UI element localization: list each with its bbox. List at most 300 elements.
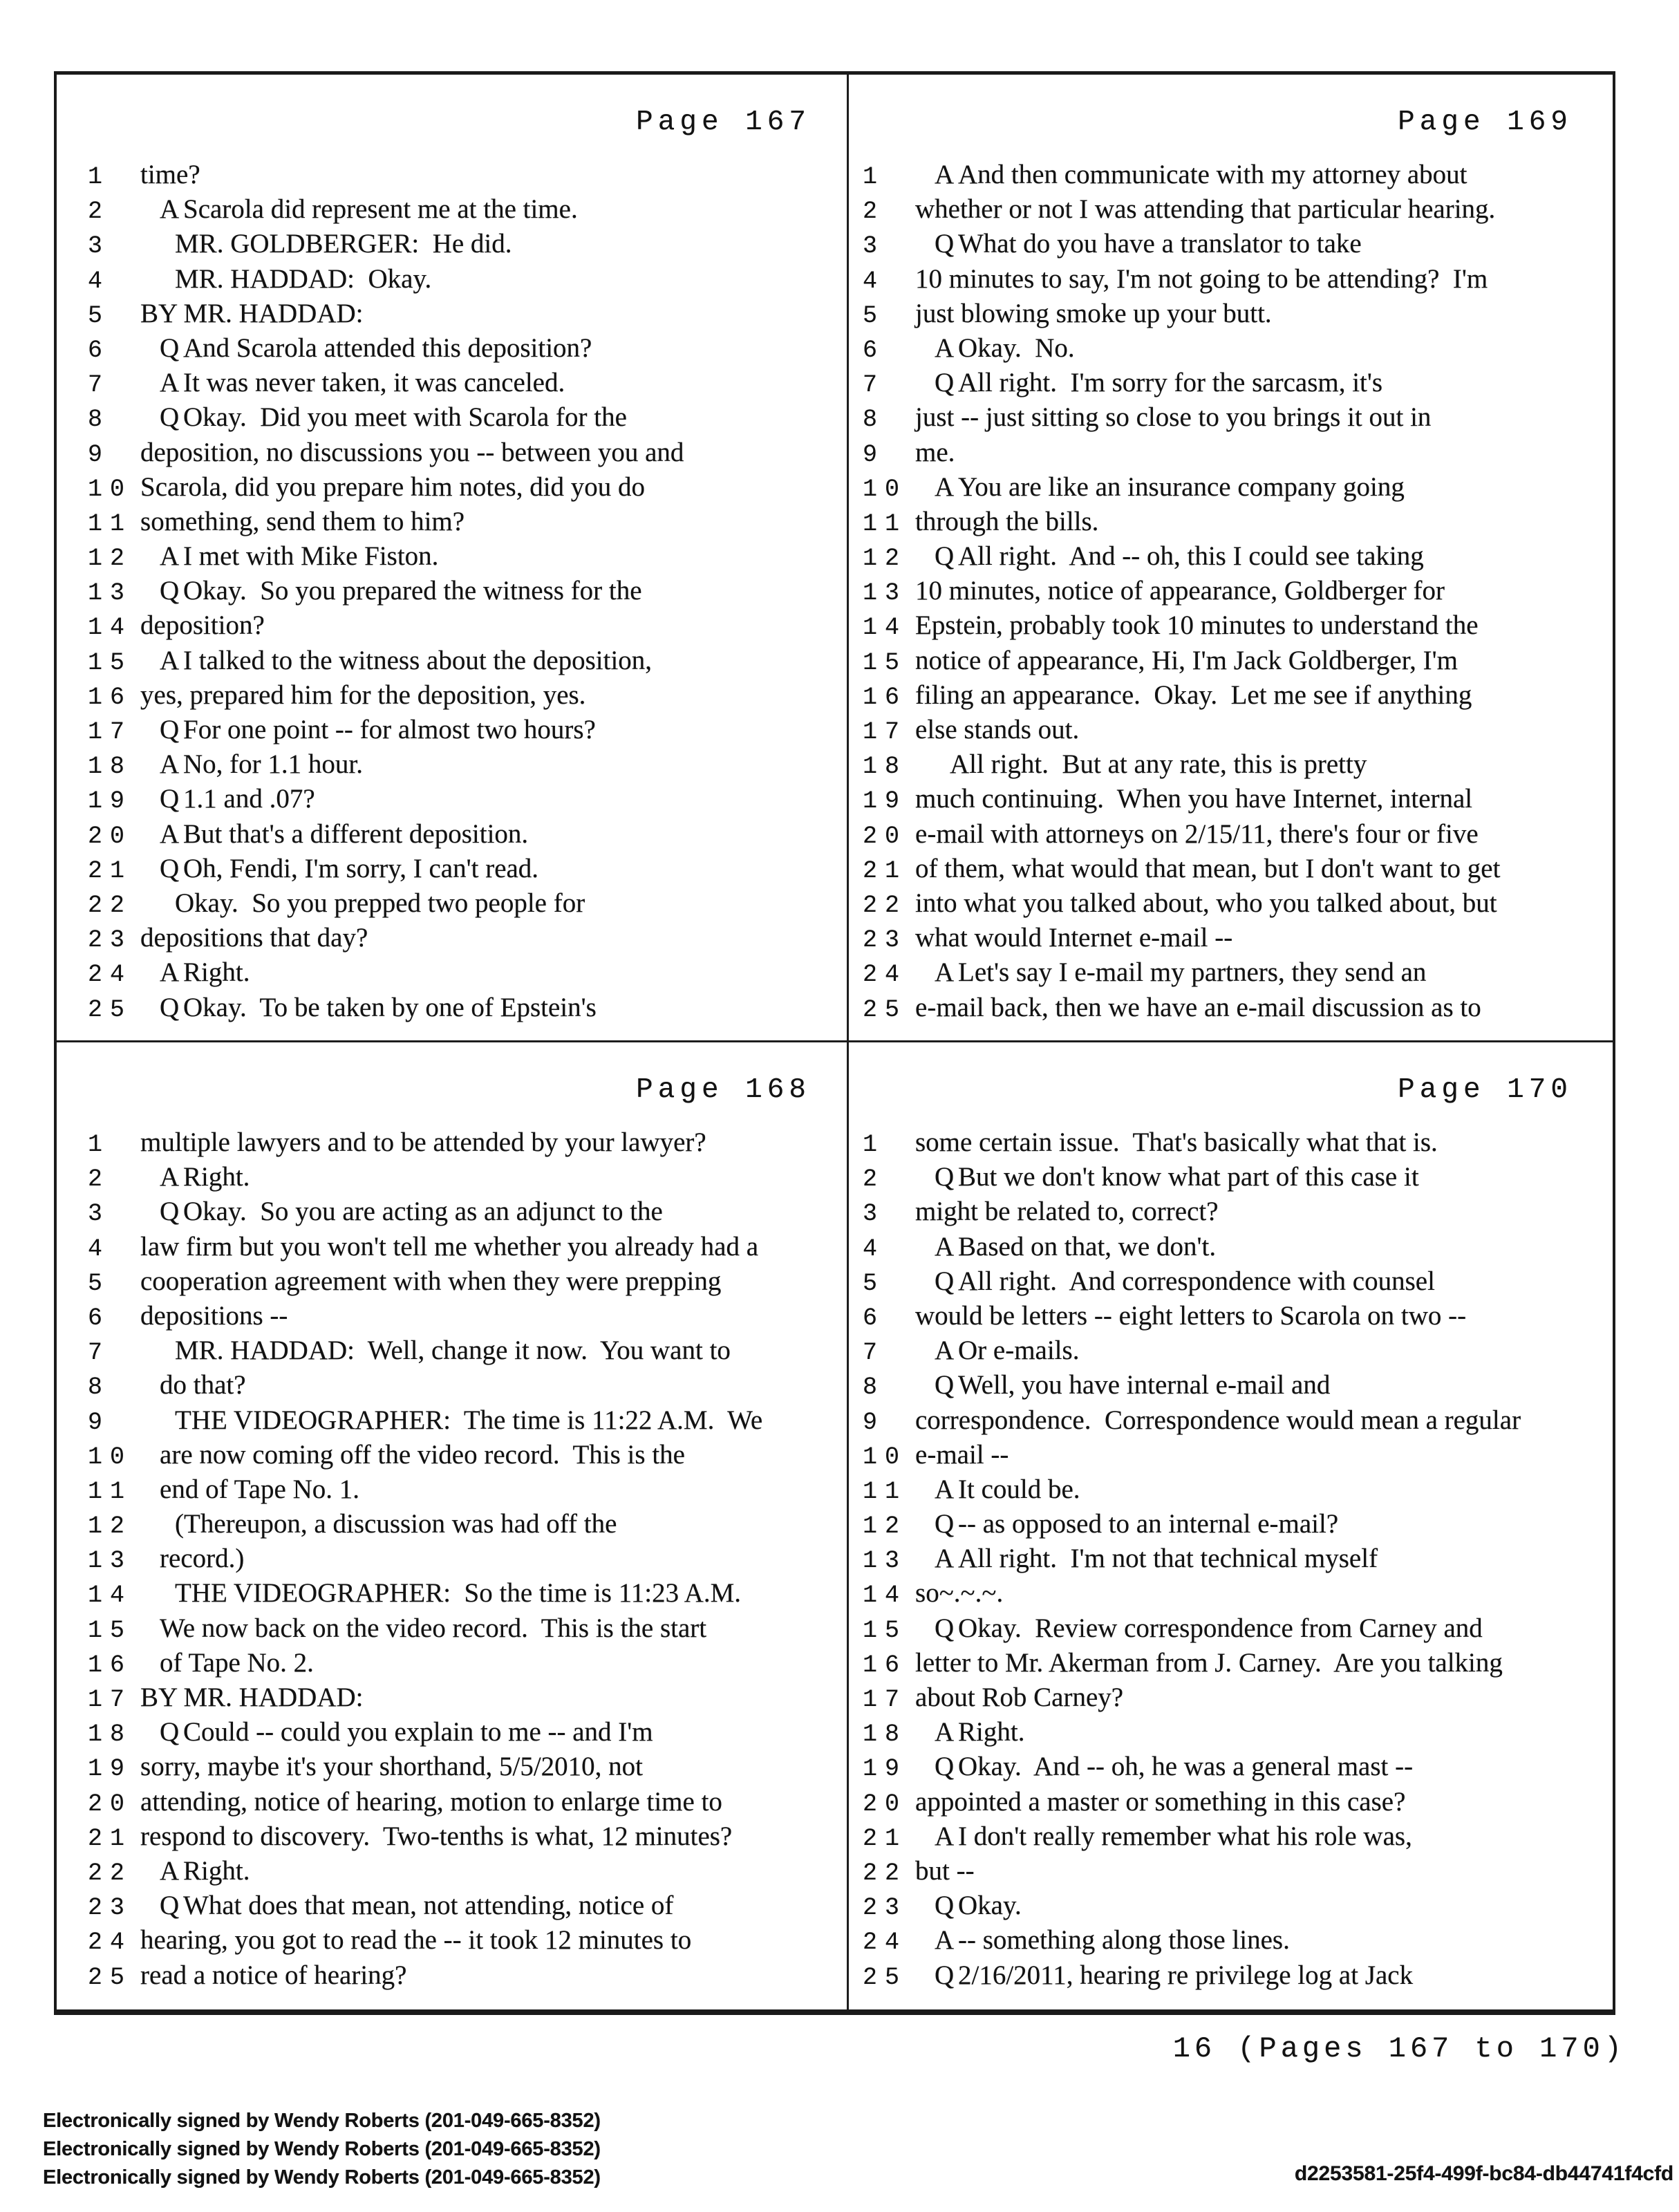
transcript-line	[88, 955, 847, 990]
line-text: are now coming off the video record. This is the	[160, 1439, 685, 1470]
signature-line: Electronically signed by Wendy Roberts (201-049-665-8352)	[43, 2166, 601, 2188]
line-number: 12	[863, 545, 908, 573]
transcript-line	[863, 192, 1613, 227]
line-number: 23	[863, 1894, 908, 1922]
transcript-line	[88, 678, 847, 713]
line-text: Could -- could you explain to me -- and I'm	[183, 1717, 653, 1747]
transcript-line	[863, 991, 1613, 1025]
transcript-line	[863, 227, 1613, 261]
line-text: Okay.	[958, 1891, 1022, 1921]
page-cell-168	[57, 1042, 849, 2009]
transcript-line	[88, 1368, 847, 1403]
line-text: 1.1 and .07?	[183, 784, 315, 814]
page-title: Page 169	[1398, 106, 1573, 138]
transcript-line	[863, 1403, 1613, 1438]
line-number: 11	[863, 509, 908, 538]
line-text: what would Internet e-mail --	[915, 923, 1233, 953]
line-text: Okay. To be taken by one of Epstein's	[183, 992, 597, 1022]
line-number: 10	[863, 475, 908, 503]
transcript-line	[863, 1646, 1613, 1680]
line-number: 10	[88, 1443, 133, 1471]
line-number: 19	[88, 787, 133, 816]
line-number: 19	[863, 787, 908, 816]
line-text: All right. I'm sorry for the sarcasm, it's	[958, 368, 1383, 398]
line-text: THE VIDEOGRAPHER: The time is 11:22 A.M. We	[175, 1405, 763, 1435]
qa-prefix: Q	[935, 1613, 955, 1643]
line-number: 13	[863, 579, 908, 608]
line-text: so~.~.~.	[915, 1578, 1004, 1609]
transcript-line	[863, 1333, 1613, 1368]
line-text: But we don't know what part of this case it	[958, 1162, 1419, 1192]
transcript-line	[88, 574, 847, 608]
transcript-line	[88, 747, 847, 782]
line-text: It could be.	[958, 1474, 1080, 1504]
transcript-line	[88, 331, 847, 366]
transcript-line	[88, 158, 847, 192]
line-number: 1	[863, 1131, 885, 1159]
line-text: correspondence. Correspondence would mean a regular	[915, 1405, 1521, 1435]
line-text: hearing, you got to read the -- it took 12 minutes to	[140, 1925, 692, 1956]
qa-prefix: A	[935, 1821, 955, 1851]
document-id: d2253581-25f4-499f-bc84-db44741f4cfd	[1294, 2162, 1673, 2185]
line-number: 5	[863, 1269, 885, 1297]
qa-prefix: Q	[935, 1891, 955, 1921]
transcript-line	[88, 1785, 847, 1819]
line-text: appointed a master or something in this case?	[915, 1786, 1406, 1817]
transcript-line	[863, 1507, 1613, 1541]
line-number: 20	[863, 822, 908, 850]
line-number: 25	[863, 995, 908, 1024]
line-number: 17	[88, 1686, 133, 1714]
line-number: 24	[88, 1929, 133, 1957]
transcript-line	[863, 297, 1613, 331]
qa-prefix: Q	[160, 576, 180, 606]
line-number: 20	[863, 1790, 908, 1818]
transcript-line	[88, 1125, 847, 1160]
line-number: 13	[863, 1547, 908, 1575]
transcript-lines	[863, 158, 1613, 1025]
transcript-line	[863, 1264, 1613, 1299]
line-text: Okay. So you prepared the witness for the	[183, 576, 642, 606]
transcript-table	[54, 71, 1615, 2015]
page-cell-167	[57, 75, 849, 1042]
qa-prefix: A	[160, 645, 180, 675]
qa-prefix: A	[935, 160, 955, 189]
line-text: respond to discovery. Two-tenths is what, 12 minutes?	[140, 1821, 733, 1851]
line-text: into what you talked about, who you talked about, but	[915, 888, 1497, 918]
line-text: And then communicate with my attorney about	[958, 160, 1467, 189]
transcript-line	[88, 1299, 847, 1333]
transcript-line	[863, 505, 1613, 539]
line-number: 16	[863, 683, 908, 711]
line-text: multiple lawyers and to be attended by your lawyer?	[140, 1127, 706, 1157]
qa-prefix: Q	[160, 1197, 180, 1227]
transcript-line	[88, 1750, 847, 1784]
transcript-line	[863, 470, 1613, 505]
transcript-line	[88, 1646, 847, 1680]
qa-prefix: Q	[160, 402, 180, 433]
transcript-line	[863, 1125, 1613, 1160]
line-text: Let's say I e-mail my partners, they send an	[958, 957, 1427, 988]
line-text: All right. But at any rate, this is pretty	[950, 749, 1367, 780]
transcript-line	[863, 1160, 1613, 1194]
transcript-line	[88, 400, 847, 435]
transcript-line	[863, 1680, 1613, 1715]
line-text: Scarola, did you prepare him notes, did you do	[140, 471, 646, 502]
transcript-line	[863, 1611, 1613, 1646]
line-number: 18	[88, 753, 133, 781]
line-text: Okay. Review correspondence from Carney and	[958, 1613, 1483, 1643]
line-number: 22	[88, 891, 133, 919]
transcript-line	[863, 1368, 1613, 1403]
line-number: 6	[88, 1304, 111, 1332]
line-number: 15	[88, 1616, 133, 1644]
line-text: end of Tape No. 1.	[160, 1474, 359, 1504]
qa-prefix: Q	[935, 541, 955, 572]
line-text: filing an appearance. Okay. Let me see if anything	[915, 679, 1472, 710]
transcript-line	[88, 852, 847, 886]
line-text: else stands out.	[915, 715, 1080, 744]
line-text: Okay. No.	[958, 332, 1075, 363]
line-text: I met with Mike Fiston.	[183, 541, 439, 572]
line-number: 5	[863, 301, 885, 330]
signature-line: Electronically signed by Wendy Roberts (201-049-665-8352)	[43, 2138, 601, 2160]
line-number: 3	[88, 1200, 111, 1228]
line-text: BY MR. HADDAD:	[140, 1683, 364, 1712]
line-number: 14	[88, 1582, 133, 1610]
line-text: record.)	[160, 1544, 245, 1574]
line-number: 8	[863, 406, 885, 434]
line-text: cooperation agreement with when they were prepping	[140, 1266, 722, 1296]
line-number: 18	[863, 753, 908, 781]
line-number: 22	[88, 1859, 133, 1887]
qa-prefix: Q	[160, 784, 180, 814]
transcript-line	[88, 1680, 847, 1715]
line-text: whether or not I was attending that particular hearing.	[915, 194, 1496, 225]
line-text: of Tape No. 2.	[160, 1647, 314, 1678]
line-text: THE VIDEOGRAPHER: So the time is 11:23 A.M.	[175, 1578, 742, 1609]
line-number: 4	[863, 267, 885, 295]
qa-prefix: Q	[935, 1370, 955, 1400]
transcript-line	[88, 1507, 847, 1541]
line-text: MR. HADDAD: Well, change it now. You want to	[175, 1335, 731, 1366]
transcript-line	[863, 262, 1613, 297]
line-text: Right.	[183, 1855, 250, 1886]
line-number: 25	[88, 1963, 133, 1991]
line-text: You are like an insurance company going	[958, 471, 1405, 502]
qa-prefix: A	[160, 194, 180, 225]
line-text: Or e-mails.	[958, 1335, 1080, 1366]
line-text: Oh, Fendi, I'm sorry, I can't read.	[183, 853, 539, 883]
line-text: (Thereupon, a discussion was had off the	[175, 1509, 617, 1539]
line-number: 7	[88, 371, 111, 400]
line-text: For one point -- for almost two hours?	[183, 715, 596, 744]
line-text: read a notice of hearing?	[140, 1960, 407, 1990]
transcript-line	[863, 1194, 1613, 1229]
transcript-line	[88, 817, 847, 852]
line-text: Okay. And -- oh, he was a general mast --	[958, 1752, 1414, 1782]
transcript-line	[863, 1819, 1613, 1854]
line-text: But that's a different deposition.	[183, 818, 529, 849]
line-number: 6	[863, 336, 885, 364]
line-number: 24	[863, 961, 908, 989]
line-text: much continuing. When you have Internet, internal	[915, 784, 1473, 814]
transcript-line	[88, 886, 847, 921]
transcript-line	[863, 782, 1613, 816]
transcript-line	[88, 1160, 847, 1194]
transcript-line	[88, 1715, 847, 1750]
line-number: 14	[863, 1582, 908, 1610]
line-number: 21	[88, 1824, 133, 1853]
line-text: about Rob Carney?	[915, 1683, 1124, 1712]
line-text: Right.	[183, 957, 250, 988]
line-number: 23	[863, 926, 908, 955]
line-number: 11	[88, 509, 133, 538]
transcript-line	[863, 539, 1613, 574]
transcript-line	[88, 435, 847, 470]
transcript-line	[88, 1472, 847, 1507]
transcript-line	[88, 192, 847, 227]
line-text: What does that mean, not attending, notice of	[183, 1891, 674, 1921]
line-number: 24	[863, 1929, 908, 1957]
line-text: 2/16/2011, hearing re privilege log at Jack	[958, 1960, 1414, 1990]
qa-prefix: A	[935, 471, 955, 502]
line-text: Based on that, we don't.	[958, 1231, 1217, 1262]
line-text: would be letters -- eight letters to Scarola on two --	[915, 1300, 1467, 1331]
line-number: 12	[88, 1512, 133, 1541]
qa-prefix: Q	[935, 1266, 955, 1296]
line-number: 3	[863, 232, 885, 261]
line-number: 8	[863, 1374, 885, 1402]
line-number: 9	[88, 440, 111, 469]
transcript-line	[88, 1576, 847, 1611]
transcript-line	[88, 505, 847, 539]
transcript-line	[88, 262, 847, 297]
line-text: Scarola did represent me at the time.	[183, 194, 578, 225]
line-number: 24	[88, 961, 133, 989]
line-number: 12	[88, 545, 133, 573]
transcript-line	[863, 331, 1613, 366]
transcript-line	[88, 644, 847, 678]
signature-block	[43, 2107, 601, 2192]
line-text: -- something along those lines.	[958, 1925, 1290, 1956]
line-text: Okay. So you prepped two people for	[175, 888, 585, 918]
line-number: 7	[863, 371, 885, 400]
line-number: 11	[88, 1477, 133, 1506]
line-text: sorry, maybe it's your shorthand, 5/5/2010, not	[140, 1752, 644, 1782]
transcript-line	[88, 1958, 847, 1993]
line-number: 1	[88, 1131, 111, 1159]
transcript-line	[88, 608, 847, 643]
qa-prefix: A	[160, 957, 180, 988]
line-text: -- as opposed to an internal e-mail?	[958, 1509, 1339, 1539]
signature-line: Electronically signed by Wendy Roberts (201-049-665-8352)	[43, 2110, 601, 2132]
line-number: 21	[863, 856, 908, 885]
line-number: 15	[863, 648, 908, 677]
line-text: depositions that day?	[140, 923, 368, 953]
qa-prefix: A	[160, 541, 180, 572]
line-text: something, send them to him?	[140, 506, 465, 536]
transcript-line	[863, 1958, 1613, 1993]
line-text: All right. I'm not that technical myself	[958, 1544, 1378, 1574]
transcript-line	[863, 1541, 1613, 1576]
qa-prefix: A	[160, 1162, 180, 1192]
transcript-line	[863, 1785, 1613, 1819]
transcript-line	[863, 574, 1613, 608]
line-text: I talked to the witness about the deposition,	[183, 645, 653, 675]
page-title: Page 168	[636, 1074, 811, 1106]
line-number: 15	[88, 648, 133, 677]
line-text: some certain issue. That's basically what that is.	[915, 1127, 1438, 1157]
line-number: 2	[863, 198, 885, 226]
transcript-line	[863, 817, 1613, 852]
line-number: 14	[863, 614, 908, 642]
line-number: 20	[88, 822, 133, 850]
transcript-line	[88, 1333, 847, 1368]
line-text: I don't really remember what his role was,	[958, 1821, 1412, 1851]
line-text: notice of appearance, Hi, I'm Jack Goldberger, I'm	[915, 645, 1458, 675]
line-number: 11	[863, 1477, 908, 1506]
transcript-line	[88, 1923, 847, 1958]
line-text: 10 minutes to say, I'm not going to be attending? I'm	[915, 263, 1488, 294]
line-text: We now back on the video record. This is the start	[160, 1613, 707, 1643]
line-number: 3	[863, 1200, 885, 1228]
line-number: 13	[88, 1547, 133, 1575]
line-number: 16	[863, 1651, 908, 1679]
line-text: No, for 1.1 hour.	[183, 749, 363, 780]
transcript-line	[88, 1819, 847, 1854]
line-text: yes, prepared him for the deposition, yes.	[140, 679, 586, 710]
line-number: 2	[863, 1165, 885, 1194]
qa-prefix: A	[935, 1231, 955, 1262]
transcript-line	[863, 678, 1613, 713]
transcript-line	[863, 1576, 1613, 1611]
line-number: 21	[863, 1824, 908, 1853]
line-number: 6	[863, 1304, 885, 1332]
qa-prefix: A	[160, 818, 180, 849]
transcript-line	[88, 713, 847, 747]
page-cell-169	[849, 75, 1613, 1042]
page-title: Page 170	[1398, 1074, 1573, 1106]
line-text: 10 minutes, notice of appearance, Goldberger for	[915, 576, 1445, 606]
line-text: but --	[915, 1855, 975, 1886]
line-number: 18	[88, 1721, 133, 1749]
line-number: 25	[863, 1963, 908, 1991]
line-number: 13	[88, 579, 133, 608]
line-text: BY MR. HADDAD:	[140, 298, 364, 328]
transcript-line	[863, 921, 1613, 955]
line-number: 9	[88, 1408, 111, 1436]
line-number: 25	[88, 995, 133, 1024]
transcript-line	[863, 1230, 1613, 1264]
line-number: 15	[863, 1616, 908, 1644]
line-number: 7	[863, 1339, 885, 1367]
line-number: 17	[863, 718, 908, 746]
line-text: time?	[140, 160, 200, 189]
line-number: 22	[863, 891, 908, 919]
line-text: e-mail back, then we have an e-mail discussion as to	[915, 992, 1481, 1022]
line-text: just -- just sitting so close to you brings it out in	[915, 402, 1432, 433]
line-number: 8	[88, 406, 111, 434]
qa-prefix: A	[935, 332, 955, 363]
transcript-line	[863, 1299, 1613, 1333]
qa-prefix: Q	[160, 332, 180, 363]
transcript-line	[863, 1888, 1613, 1923]
qa-prefix: Q	[160, 853, 180, 883]
transcript-line	[88, 1438, 847, 1472]
transcript-lines	[88, 158, 847, 1025]
transcript-line	[863, 608, 1613, 643]
line-number: 10	[88, 475, 133, 503]
qa-prefix: Q	[935, 368, 955, 398]
line-number: 5	[88, 1269, 111, 1297]
line-number: 23	[88, 1894, 133, 1922]
page-header	[88, 1073, 847, 1107]
line-number: 14	[88, 614, 133, 642]
line-number: 2	[88, 198, 111, 226]
line-number: 18	[863, 1721, 908, 1749]
transcript-line	[88, 1403, 847, 1438]
transcript-line	[88, 1611, 847, 1646]
transcript-line	[863, 852, 1613, 886]
transcript-line	[863, 435, 1613, 470]
qa-prefix: A	[935, 1544, 955, 1574]
line-text: Okay. So you are acting as an adjunct to the	[183, 1197, 663, 1227]
line-text: do that?	[160, 1370, 246, 1400]
transcript-line	[863, 713, 1613, 747]
transcript-lines	[88, 1125, 847, 1993]
line-text: MR. HADDAD: Okay.	[175, 263, 432, 294]
line-number: 2	[88, 1165, 111, 1194]
qa-prefix: A	[935, 1474, 955, 1504]
line-number: 6	[88, 336, 111, 364]
transcript-line	[88, 921, 847, 955]
transcript-line	[863, 955, 1613, 990]
line-number: 1	[88, 163, 111, 191]
line-number: 21	[88, 856, 133, 885]
line-text: deposition?	[140, 610, 265, 641]
transcript-line	[88, 1194, 847, 1229]
line-number: 16	[88, 683, 133, 711]
line-text: And Scarola attended this deposition?	[183, 332, 592, 363]
transcript-line	[863, 1854, 1613, 1888]
line-number: 22	[863, 1859, 908, 1887]
transcript-line	[863, 400, 1613, 435]
transcript-line	[88, 227, 847, 261]
line-number: 5	[88, 301, 111, 330]
line-number: 16	[88, 1651, 133, 1679]
line-text: MR. GOLDBERGER: He did.	[175, 229, 512, 259]
qa-prefix: Q	[160, 1891, 180, 1921]
line-number: 9	[863, 1408, 885, 1436]
line-number: 4	[88, 267, 111, 295]
transcript-line	[863, 886, 1613, 921]
qa-prefix: Q	[160, 1717, 180, 1747]
line-text: me.	[915, 437, 955, 467]
transcript-line	[88, 470, 847, 505]
transcript-line	[88, 1854, 847, 1888]
line-text: through the bills.	[915, 506, 1099, 536]
line-text: e-mail with attorneys on 2/15/11, there's four or five	[915, 818, 1479, 849]
qa-prefix: A	[935, 1717, 955, 1747]
transcript-line	[88, 1230, 847, 1264]
page-header	[863, 105, 1613, 140]
transcript-line	[88, 782, 847, 816]
line-text: e-mail --	[915, 1439, 1009, 1470]
line-number: 17	[88, 718, 133, 746]
transcript-line	[863, 366, 1613, 400]
qa-prefix: Q	[935, 1960, 955, 1990]
